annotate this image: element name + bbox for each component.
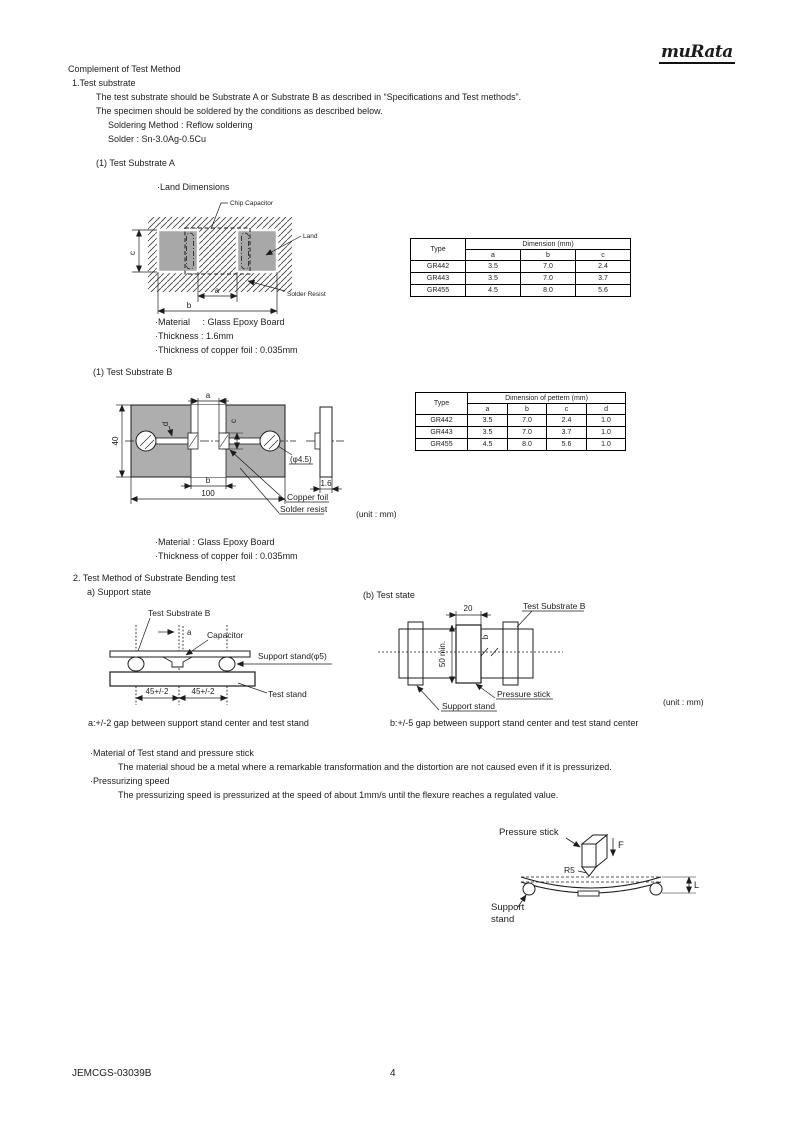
copper-foil-label: Copper foil xyxy=(287,492,329,502)
substrate-a-note-material: ·Material : Glass Epoxy Board xyxy=(155,317,285,327)
substrate-b-note-material: ·Material : Glass Epoxy Board xyxy=(155,537,275,547)
dim-a-label: a xyxy=(205,391,211,400)
dim-50-label: 50 min. xyxy=(438,640,447,668)
hole-diameter-label: (φ4.5) xyxy=(290,455,312,464)
substrate-a-note-thickness: ·Thickness : 1.6mm xyxy=(155,331,234,341)
dim-45-right: 45+/-2 xyxy=(191,687,215,696)
support-state-heading: a) Support state xyxy=(87,587,152,597)
pressure-stick-label: Pressure stick xyxy=(499,827,559,838)
section-1-heading: 1.Test substrate xyxy=(72,78,136,88)
table-a-type-header: Type xyxy=(411,239,466,261)
document-number: JEMCGS-03039B xyxy=(72,1068,152,1079)
side-view xyxy=(315,407,332,477)
support-stand-label-line1: Support xyxy=(491,902,525,913)
support-stand-label-line2: stand xyxy=(491,914,515,925)
page-number: 4 xyxy=(390,1068,396,1079)
test-state-heading: (b) Test state xyxy=(363,590,415,600)
test-state-diagram xyxy=(375,598,635,716)
land-label: Land xyxy=(303,233,318,240)
substrate-flexed xyxy=(521,877,661,896)
test-stand-label: Test stand xyxy=(268,689,307,699)
support-state-note: a:+/-2 gap between support stand center and test stand xyxy=(88,718,309,728)
table-b-col-c: c xyxy=(547,404,587,415)
table-b-type-header: Type xyxy=(416,393,468,415)
pressure-stick-label: Pressure stick xyxy=(497,689,551,699)
unit-label: (unit : mm) xyxy=(356,509,397,519)
support-state-diagram xyxy=(98,604,353,716)
page-title: Complement of Test Method xyxy=(68,64,181,74)
bending-unit-label: (unit : mm) xyxy=(663,697,704,707)
pressure-stick-3d xyxy=(582,835,607,876)
dim-c-label: c xyxy=(229,419,238,423)
substrate-b-note-copper: ·Thickness of copper foil : 0.035mm xyxy=(155,551,298,561)
dim-b-label: b xyxy=(481,634,490,640)
table-a-col-a: a xyxy=(466,250,521,261)
table-row: GR455 4.5 8.0 5.6 1.0 xyxy=(416,439,626,451)
table-a-span-header: Dimension (mm) xyxy=(466,239,631,250)
substrate-a-diagram xyxy=(125,192,355,320)
substrate-b-heading: (1) Test Substrate B xyxy=(93,367,173,377)
murata-logo: muRata xyxy=(661,42,733,62)
substrate-b-diagram xyxy=(110,388,410,523)
solder-type: Solder : Sn-3.0Ag-0.5Cu xyxy=(108,134,207,144)
support-stand-right xyxy=(219,657,235,671)
land-dimensions-subheading: ·Land Dimensions xyxy=(157,182,230,192)
dim-40-label: 40 xyxy=(111,436,120,446)
dim-45-left: 45+/-2 xyxy=(145,687,169,696)
support-stand-label: Support stand xyxy=(442,701,495,711)
material-note-title: ·Material of Test stand and pressure stick xyxy=(90,748,254,758)
dim-a-label: a xyxy=(214,286,220,295)
test-state-note: b:+/-5 gap between support stand center and test stand center xyxy=(390,718,639,728)
dim-100-label: 100 xyxy=(201,489,215,498)
table-row: GR443 3.5 7.0 3.7 xyxy=(411,273,631,285)
dim-b-label: b xyxy=(186,301,192,310)
chip-capacitor-label: Chip Capacitor xyxy=(230,200,273,207)
table-row: GR455 4.5 8.0 5.6 xyxy=(411,285,631,297)
dim-a-label: a xyxy=(187,628,192,637)
support-stand-right xyxy=(650,883,662,895)
material-note-body: The material shoud be a metal where a remarkable transformation and the distortion are not caused even if it is pressurized. xyxy=(118,762,612,772)
thickness-label: 1.6 xyxy=(320,479,332,488)
substrate-a-note-copper: ·Thickness of copper foil : 0.035mm xyxy=(155,345,298,355)
force-label: F xyxy=(618,840,624,851)
table-b-col-d: d xyxy=(587,404,626,415)
table-a-col-c: c xyxy=(576,250,631,261)
radius-label: R5 xyxy=(564,865,575,875)
solder-resist-label: Solder Resist xyxy=(287,291,326,298)
test-stand-block xyxy=(110,672,255,686)
substrate-a-table xyxy=(410,238,631,297)
dim-20-label: 20 xyxy=(463,604,473,613)
test-substrate-bar xyxy=(110,651,250,657)
table-b-span-header: Dimension of pettern (mm) xyxy=(468,393,626,404)
pressure-stick-rect xyxy=(456,625,481,683)
table-row: GR442 3.5 7.0 2.4 xyxy=(411,261,631,273)
test-substrate-label: Test Substrate B xyxy=(148,608,211,618)
intro-line-1: The test substrate should be Substrate A or Substrate B as described in “Specifications and Test methods”. xyxy=(96,92,522,102)
section-2-heading: 2. Test Method of Substrate Bending test xyxy=(73,573,236,583)
dim-d-label: d xyxy=(161,421,170,427)
soldering-method: Soldering Method : Reflow soldering xyxy=(108,120,253,130)
table-row: GR443 3.5 7.0 3.7 1.0 xyxy=(416,427,626,439)
substrate-a-heading: (1) Test Substrate A xyxy=(96,158,175,168)
support-stand-left xyxy=(128,657,144,671)
deflection-label: L xyxy=(694,880,700,890)
table-row: GR442 3.5 7.0 2.4 1.0 xyxy=(416,415,626,427)
flexure-diagram xyxy=(458,820,710,928)
capacitor-shape xyxy=(163,657,192,667)
table-a-col-b: b xyxy=(521,250,576,261)
dim-c-label: c xyxy=(128,251,137,255)
intro-line-2: The specimen should be soldered by the conditions as described below. xyxy=(96,106,383,116)
speed-note-body: The pressurizing speed is pressurized at the speed of about 1mm/s until the flexure reaches a regulated value. xyxy=(118,790,559,800)
solder-resist-label: Solder resist xyxy=(280,504,328,514)
speed-note-title: ·Pressurizing speed xyxy=(90,776,170,786)
table-b-col-a: a xyxy=(468,404,508,415)
support-stand-left xyxy=(523,883,535,895)
table-b-col-b: b xyxy=(508,404,547,415)
support-stand-label: Support stand(φ5) xyxy=(258,651,327,661)
test-substrate-label: Test Substrate B xyxy=(523,601,586,611)
capacitor-label: Capacitor xyxy=(207,630,244,640)
substrate-b-table xyxy=(415,392,626,451)
dim-b-label: b xyxy=(205,476,211,485)
